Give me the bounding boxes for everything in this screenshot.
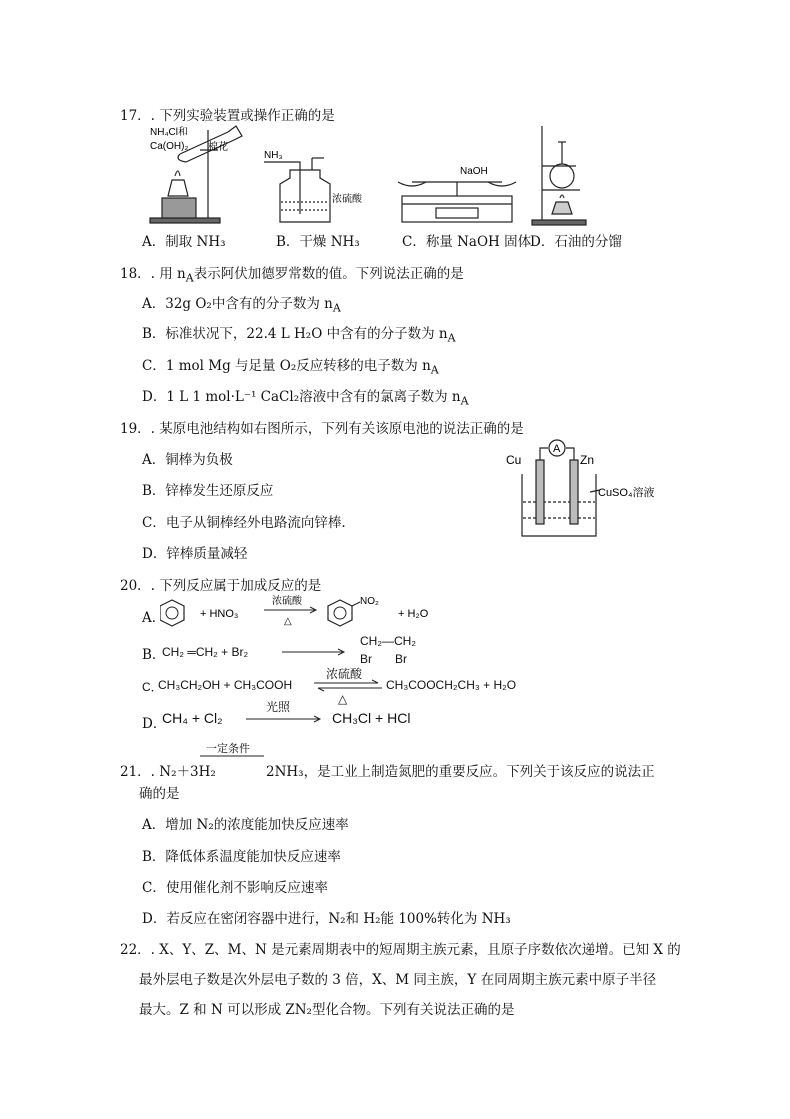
solution-label: CuSO₄溶液 bbox=[598, 487, 655, 499]
reagent: + HNO₃ bbox=[200, 608, 239, 620]
q20-option-d-cond: 光照 bbox=[266, 700, 291, 714]
q19-stem: 19．. 某原电池结构如右图所示，下列有关该原电池的说法正确的是 bbox=[120, 421, 524, 437]
q20-option-b-br1: Br bbox=[360, 652, 372, 666]
figure-b-bottle bbox=[264, 158, 330, 222]
q20-option-c-right: CH₃COOCH₂CH₃ + H₂O bbox=[386, 678, 517, 692]
heat: △ bbox=[284, 616, 292, 627]
label-naoh: NaOH bbox=[460, 166, 488, 177]
cu-label: Cu bbox=[506, 453, 522, 467]
cond: 浓硫酸 bbox=[272, 596, 302, 607]
q21-cond: 一定条件 bbox=[206, 743, 250, 755]
q20-option-c-heat: △ bbox=[338, 692, 348, 706]
q20-option-d-right: CH₃Cl + HCl bbox=[332, 710, 411, 726]
q17-stem: 17．. 下列实验装置或操作正确的是 bbox=[120, 108, 335, 124]
label-acid: 浓硫酸 bbox=[332, 194, 362, 205]
q20-option-d-arrow bbox=[244, 712, 326, 726]
q20-option-d-left: CH₄ + Cl₂ bbox=[162, 710, 223, 726]
figure-d-distill bbox=[532, 126, 586, 225]
group: NO₂ bbox=[360, 596, 379, 607]
q20-option-c-arrow bbox=[312, 678, 384, 694]
label-nh4cl: NH₄Cl和 bbox=[150, 127, 188, 138]
q18-stem: 18．. 用 $n_A$表示阿伏加德罗常数的值。下列说法正确的是 bbox=[120, 266, 464, 285]
q21-arrow bbox=[198, 752, 268, 760]
label-nh3: NH₃ bbox=[264, 150, 283, 161]
q17-figures bbox=[140, 122, 640, 230]
q20-option-a-equation bbox=[160, 592, 460, 634]
label-caoh: Ca(OH)₂ bbox=[150, 141, 189, 152]
q20-option-b-br2: Br bbox=[395, 652, 407, 666]
nitrobenzene-ring-icon bbox=[328, 600, 352, 626]
q18-option-d: D．1 L 1 mol·L⁻¹ CaCl₂溶液中含有的氯离子数为 $n_A$ bbox=[142, 389, 469, 408]
q22-line1: 22．. X、Y、Z、M、N 是元素周期表中的短周期主族元素，且原子序数依次递增。已知 X 的 bbox=[120, 942, 681, 958]
q20-option-a-letter: A． bbox=[142, 610, 166, 626]
q20-option-c-left: CH₃CH₂OH + CH₃COOH bbox=[158, 678, 293, 692]
q20-option-c-letter: C． bbox=[142, 680, 163, 694]
q20-option-b-left: CH₂ ═CH₂ + Br₂ bbox=[162, 645, 249, 659]
q18-option-c: C．1 mol Mg 与足量 O₂反应转移的电子数为 $n_A$ bbox=[142, 358, 439, 377]
q19-cell-figure bbox=[500, 432, 660, 542]
q21-option-b: B．降低体系温度能加快反应速率 bbox=[142, 849, 341, 865]
q17-option-a: A．制取 NH₃ bbox=[142, 234, 226, 250]
q21-option-a: A．增加 N₂的浓度能加快反应速率 bbox=[142, 817, 349, 833]
q21-stem-left: 21．. N₂＋3H₂ bbox=[120, 764, 216, 780]
q19-option-a: A．铜棒为负极 bbox=[142, 452, 233, 468]
q21-option-c: C．使用催化剂不影响反应速率 bbox=[142, 880, 328, 896]
zn-label: Zn bbox=[580, 453, 595, 467]
q21-option-d: D．若反应在密闭容器中进行，N₂和 H₂能 100%转化为 NH₃ bbox=[142, 911, 511, 927]
q20-option-c-cond: 浓硫酸 bbox=[326, 667, 363, 681]
q18-option-b: B．标准状况下，22.4 L H₂O 中含有的分子数为 $n_A$ bbox=[142, 326, 456, 345]
q19-option-d: D．锌棒质量减轻 bbox=[142, 546, 248, 562]
q19-option-b: B．锌棒发生还原反应 bbox=[142, 483, 274, 499]
product: + H₂O bbox=[398, 608, 429, 620]
q22-line3: 最大。Z 和 N 可以形成 ZN₂型化合物。下列有关说法正确的是 bbox=[139, 1002, 515, 1018]
q18-option-a: A．32g O₂中含有的分子数为 $n_A$ bbox=[142, 296, 341, 315]
q20-option-b-product: CH₂—CH₂ bbox=[360, 634, 416, 648]
q21-stem-right: 2NH₃，是工业上制造氮肥的重要反应。下列关于该反应的说法正 bbox=[266, 764, 655, 780]
label-cotton: 棉花 bbox=[208, 142, 228, 153]
q22-line2: 最外层电子数是次外层电子数的 3 倍，X、M 同主族，Y 在同周期主族元素中原子半径 bbox=[139, 972, 657, 988]
q20-stem: 20．. 下列反应属于加成反应的是 bbox=[120, 578, 322, 594]
q21-stem-line2: 确的是 bbox=[139, 786, 180, 802]
q20-option-d-letter: D． bbox=[142, 716, 167, 732]
q17-option-c: C．称量 NaOH 固体 bbox=[402, 234, 532, 250]
benzene-ring-icon bbox=[160, 600, 184, 626]
q17-option-d: D．石油的分馏 bbox=[530, 234, 622, 250]
q20-option-b-arrow bbox=[280, 644, 350, 660]
q19-option-c: C．电子从铜棒经外电路流向锌棒. bbox=[142, 515, 346, 531]
meter-label: A bbox=[553, 443, 561, 455]
q20-option-b-letter: B． bbox=[142, 647, 166, 663]
figure-c-balance bbox=[398, 182, 516, 222]
q17-option-b: B．干燥 NH₃ bbox=[276, 234, 360, 250]
